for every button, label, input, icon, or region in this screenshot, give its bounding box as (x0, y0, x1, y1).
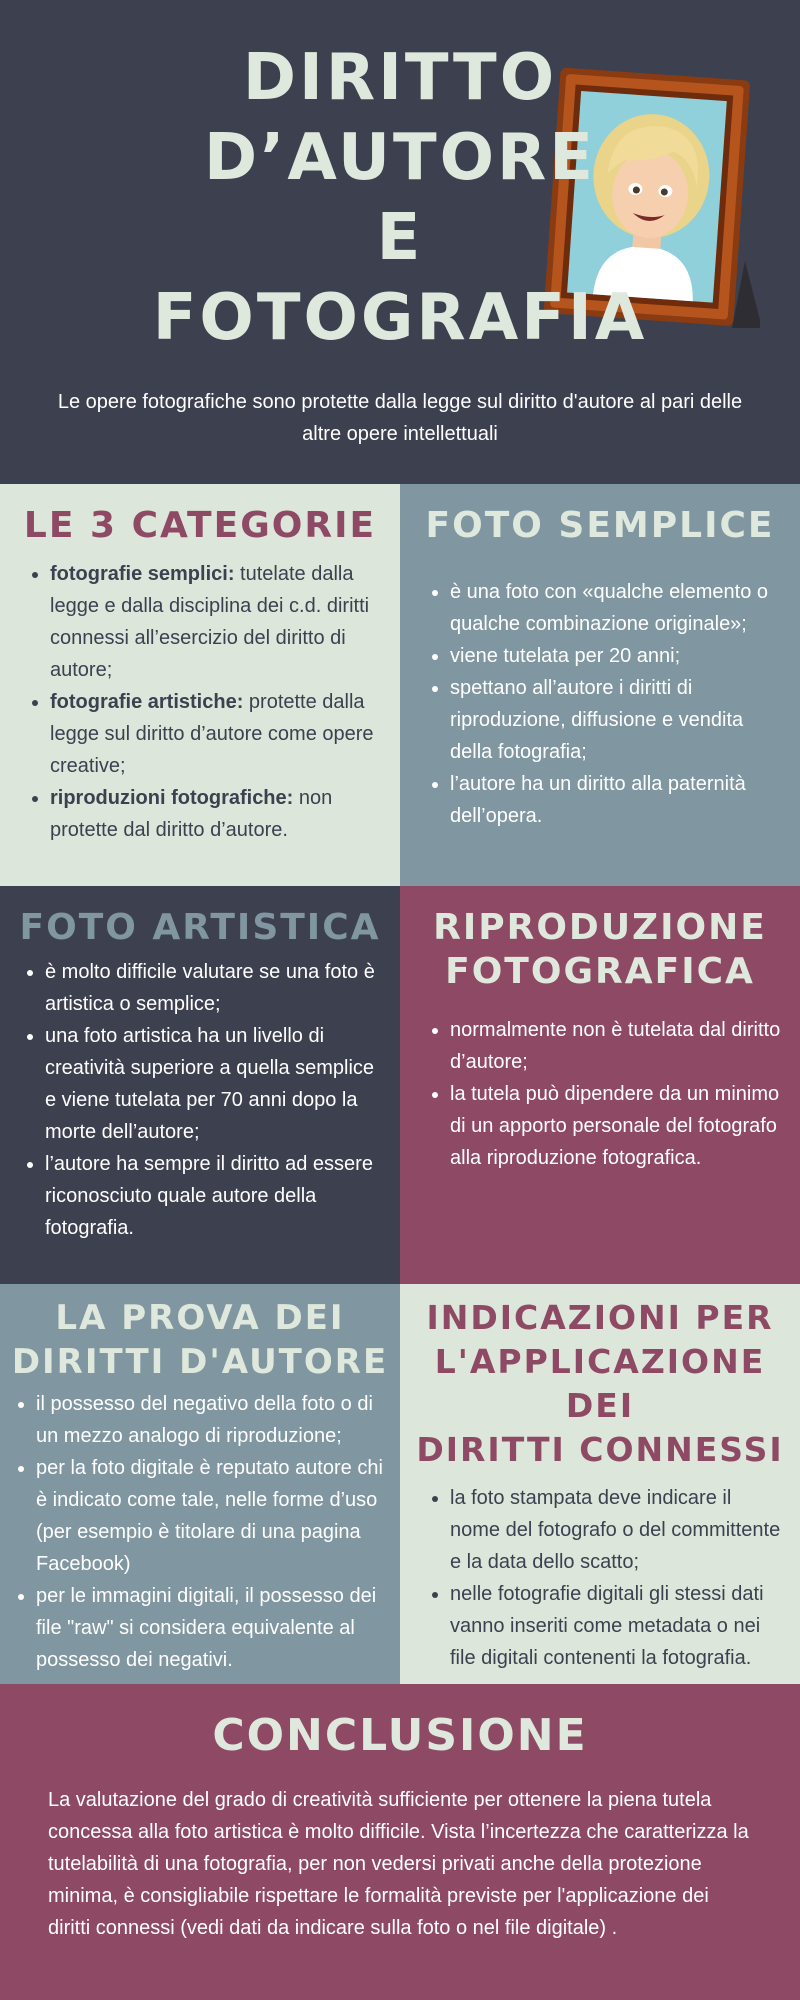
section-riproduzione (400, 886, 800, 1284)
section-categorie (0, 484, 400, 886)
row-1 (0, 484, 800, 886)
riproduzione-list (400, 1014, 800, 1174)
title-line: DIRITTO (242, 41, 558, 115)
section-conclusione (0, 1684, 800, 2000)
title-line: D’AUTORE (203, 121, 597, 195)
list-item: • fotografie artistiche: protette dalla legge sul diritto d’autore come opere creative; (50, 686, 380, 782)
list-item: • riproduzioni fotografiche: non protette dal diritto d’autore. (50, 782, 380, 846)
section-title (400, 1296, 800, 1472)
title-line: DIRITTI CONNESSI (416, 1430, 784, 1469)
row-2 (0, 886, 800, 1284)
section-title: CONCLUSIONE (212, 1710, 588, 1761)
conclusione-text: La valutazione del grado di creatività sufficiente per ottenere la piena tutela concessa alla foto artistica è molto difficile. Vista l’incertezza che caratterizza la tutelabilità di una fotografia, per non vedersi privati anche della protezione minima, è consigliabile rispettare le formalità previste per l'applicazione dei diritti connessi (vedi dati da indicare sulla foto o nel file digitale) . (48, 1789, 749, 1939)
section-indicazioni (400, 1284, 800, 1684)
list-item: • spettano all’autore i diritti di riproduzione, diffusione e vendita della fotografia; (450, 672, 786, 768)
list-item: • normalmente non è tutelata dal diritto d’autore; (450, 1014, 782, 1078)
section-prova (0, 1284, 400, 1684)
list-item: • il possesso del negativo della foto o di un mezzo analogo di riproduzione; (36, 1388, 390, 1452)
list-item: • l’autore ha un diritto alla paternità dell’opera. (450, 768, 786, 832)
list-item: • fotografie semplici: tutelate dalla legge e dalla disciplina dei c.d. diritti connessi all’esercizio del diritto di autore; (50, 558, 380, 686)
intro-text: Le opere fotografiche sono protette dalla legge sul diritto d'autore al pari delle altre opere intellettuali (57, 391, 743, 445)
prova-list (0, 1388, 400, 1676)
header (0, 0, 800, 484)
list-item: • è molto difficile valutare se una foto è artistica o semplice; (45, 956, 388, 1020)
semplice-list (400, 576, 800, 832)
title-line: RIPRODUZIONE (433, 907, 767, 948)
title-line: FOTOGRAFICA (445, 951, 755, 992)
title-line: L'APPLICAZIONE DEI (434, 1342, 766, 1425)
list-item: • viene tutelata per 20 anni; (450, 640, 786, 672)
title-line: LA PROVA DEI (55, 1298, 345, 1338)
list-item: • la foto stampata deve indicare il nome del fotografo o del committente e la data dello scatto; (450, 1482, 782, 1578)
list-item: • nelle fotografie digitali gli stessi dati vanno inseriti come metadata o nei file digitali contenenti la fotografia. (450, 1578, 782, 1674)
title-line: E (376, 201, 424, 275)
list-item: • una foto artistica ha un livello di creatività superiore a quella semplice e viene tutelata per 70 anni dopo la morte dell’autore; (45, 1020, 388, 1148)
section-title (0, 1296, 400, 1384)
list-item: • l’autore ha sempre il diritto ad essere riconosciuto quale autore della fotografia. (45, 1148, 388, 1244)
row-3 (0, 1284, 800, 1684)
indicazioni-list (400, 1482, 800, 1674)
list-item: • è una foto con «qualche elemento o qualche combinazione originale»; (450, 576, 786, 640)
section-title: LE 3 CATEGORIE (23, 505, 377, 546)
page-title (0, 38, 800, 358)
title-line: INDICAZIONI PER (426, 1298, 774, 1337)
title-line: FOTOGRAFIA (152, 281, 648, 355)
section-title: FOTO SEMPLICE (425, 505, 775, 546)
list-item: • per le immagini digitali, il possesso dei file "raw" si considera equivalente al possesso dei negativi. (36, 1580, 390, 1676)
section-title (400, 906, 800, 994)
artistica-list (0, 956, 400, 1244)
list-item: • la tutela può dipendere da un minimo di un apporto personale del fotografo alla riproduzione fotografica. (450, 1078, 782, 1174)
title-line: DIRITTI D'AUTORE (11, 1342, 389, 1382)
categorie-list (0, 558, 400, 846)
section-title: FOTO ARTISTICA (19, 907, 381, 948)
list-item: • per la foto digitale è reputato autore chi è indicato come tale, nelle forme d’uso (per esempio è titolare di una pagina Facebook) (36, 1452, 390, 1580)
section-artistica (0, 886, 400, 1284)
section-semplice (400, 484, 800, 886)
